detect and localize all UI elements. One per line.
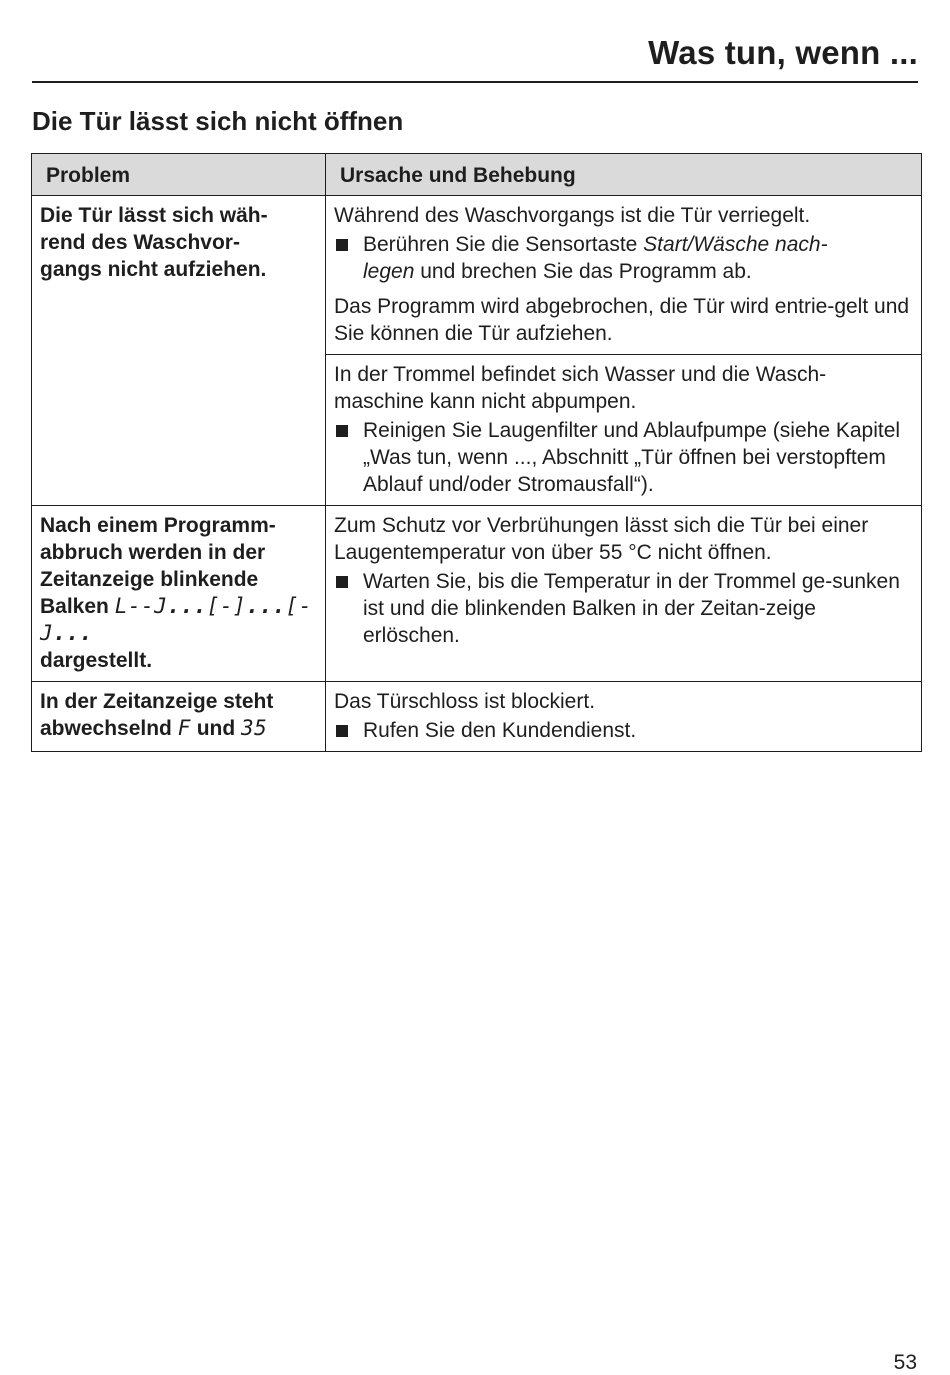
- problem-line: Die Tür lässt sich wäh-: [40, 204, 268, 227]
- problem-cell: [32, 196, 326, 506]
- problem-line: Zeitanzeige blinkende: [40, 568, 259, 591]
- troubleshooting-table: [31, 153, 922, 752]
- cause-text: Zum Schutz vor Verbrühungen lässt sich die Tür bei einer Laugentemperatur von über 55 °C nicht öffnen.: [334, 514, 869, 564]
- section-title: Die Tür lässt sich nicht öffnen: [32, 106, 404, 136]
- cause-text: In der Trommel befindet sich Wasser und die Wasch-maschine kann nicht abpumpen.: [334, 363, 827, 413]
- page-header-title: Was tun, wenn ...: [648, 34, 918, 71]
- problem-line-balken: [40, 593, 317, 647]
- problem-line: dargestellt.: [40, 649, 153, 672]
- problem-cell: [32, 682, 326, 752]
- page-number: 53: [893, 1351, 917, 1374]
- display-symbol-35: 35: [241, 716, 268, 740]
- table-header-row: [32, 154, 922, 196]
- problem-line: Nach einem Programm-: [40, 514, 276, 537]
- sensor-key-name: Start/Wäsche nach-: [643, 233, 828, 256]
- problem-line: rend des Waschvor-: [40, 231, 240, 254]
- problem-cell: [32, 506, 326, 682]
- remedy-text: Rufen Sie den Kundendienst.: [363, 719, 637, 742]
- header-divider: [32, 81, 918, 83]
- cause-cell: [326, 506, 922, 682]
- bullet-square-icon: [336, 239, 348, 251]
- column-header-problem: Problem: [32, 154, 326, 196]
- blinking-bars-display: L--J...[-]...[-J...: [40, 594, 312, 645]
- problem-line: abwechselnd F und 35: [40, 716, 268, 740]
- cause-cell: [326, 355, 922, 506]
- remedy-step: [334, 417, 913, 498]
- sensor-key-name-cont: legen: [363, 260, 415, 283]
- bullet-square-icon: [336, 725, 348, 737]
- remedy-step: [334, 568, 913, 649]
- remedy-text-end: und brechen Sie das Programm ab.: [414, 260, 752, 283]
- bullet-square-icon: [336, 576, 348, 588]
- table-row: [32, 196, 922, 355]
- remedy-text: Reinigen Sie Laugenfilter und Ablaufpumpe (siehe Kapitel „Was tun, wenn ..., Abschnitt „Tür öffnen bei verstopftem Ablauf und/oder Stromausfall“).: [363, 419, 901, 496]
- table-row: [32, 506, 922, 682]
- column-header-cause: Ursache und Behebung: [326, 154, 922, 196]
- remedy-step: [334, 231, 913, 285]
- cause-text: Das Türschloss ist blockiert.: [334, 690, 596, 713]
- cause-cell: [326, 196, 922, 355]
- problem-line: abbruch werden in der: [40, 541, 266, 564]
- problem-line: gangs nicht aufziehen.: [40, 258, 267, 281]
- table-row: [32, 682, 922, 752]
- bullet-square-icon: [336, 425, 348, 437]
- display-symbol-f: F: [177, 716, 191, 740]
- remedy-step: [334, 717, 913, 744]
- remedy-text: Warten Sie, bis die Temperatur in der Trommel ge-sunken ist und die blinkenden Balken in der Zeitan-zeige erlöschen.: [363, 570, 900, 647]
- problem-line: In der Zeitanzeige steht: [40, 690, 274, 713]
- result-note: Das Programm wird abgebrochen, die Tür wird entrie-gelt und Sie können die Tür aufziehen.: [334, 295, 910, 345]
- balken-label: Balken: [40, 595, 109, 618]
- cause-cell: [326, 682, 922, 752]
- remedy-text: Berühren Sie die Sensortaste: [363, 233, 644, 256]
- cause-text: Während des Waschvorgangs ist die Tür verriegelt.: [334, 204, 811, 227]
